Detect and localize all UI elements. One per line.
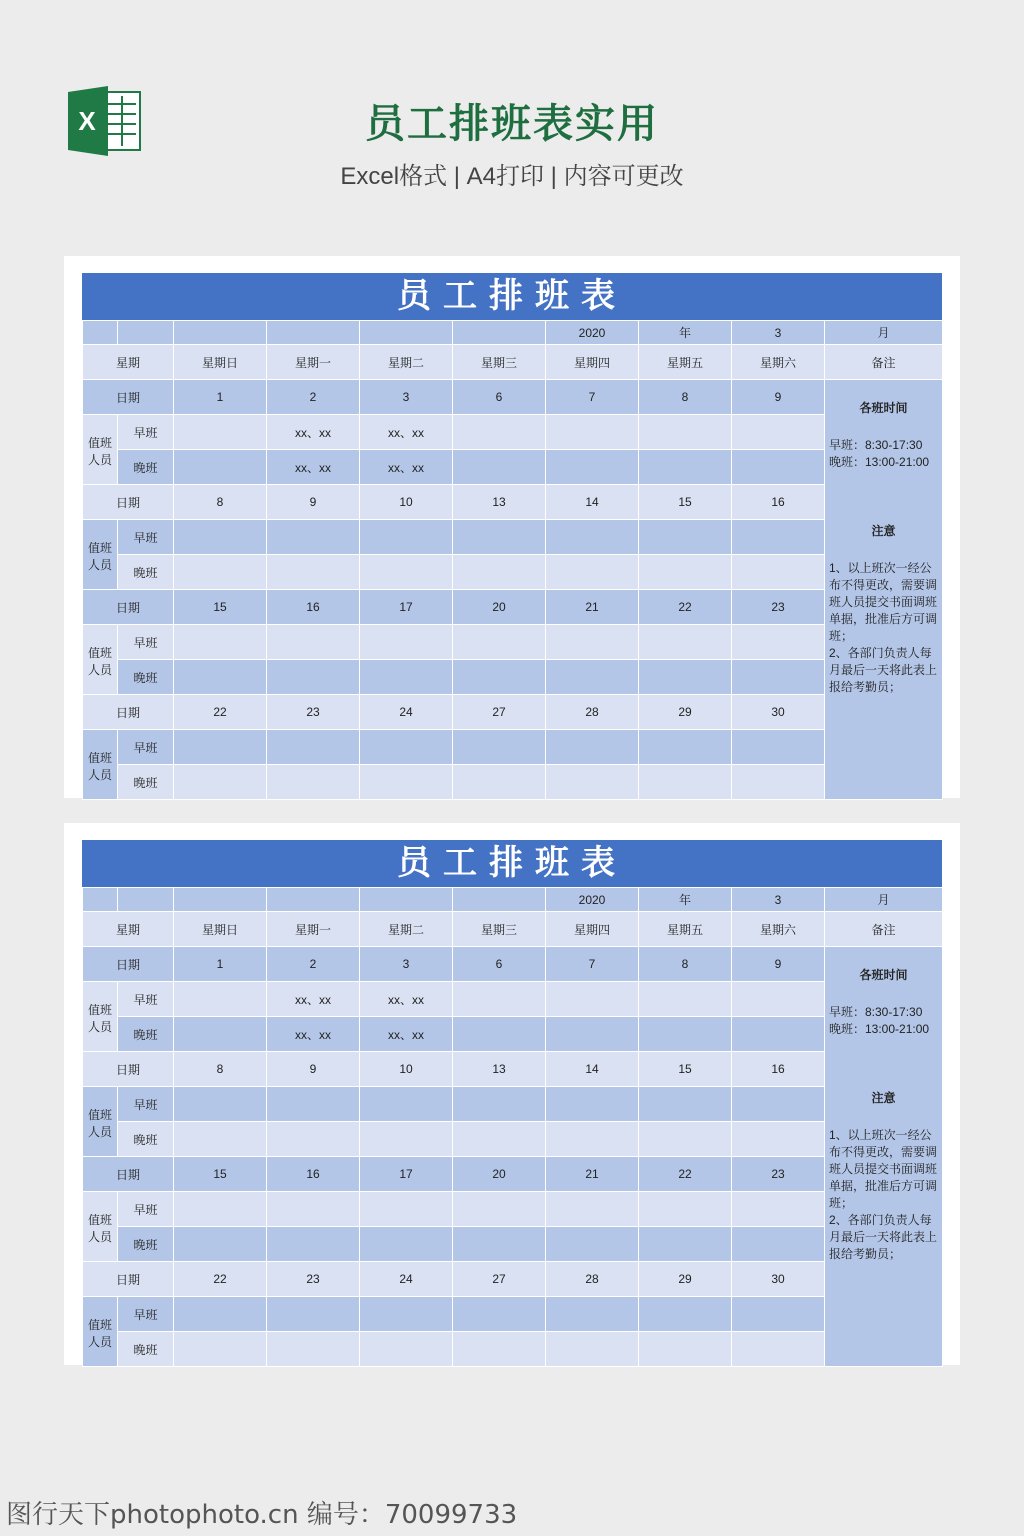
evening-cell[interactable] <box>453 1332 546 1367</box>
date-cell[interactable]: 6 <box>453 380 546 415</box>
date-label: 日期 <box>83 590 174 625</box>
year-label: 年 <box>639 321 732 345</box>
date-cell[interactable]: 10 <box>360 485 453 520</box>
spacer <box>829 984 938 1004</box>
excel-logo-letter: X <box>78 106 96 136</box>
date-cell[interactable]: 22 <box>174 695 267 730</box>
morning-cell[interactable] <box>639 625 732 660</box>
morning-cell[interactable] <box>360 520 453 555</box>
evening-row <box>83 450 943 485</box>
weekday-cell: 星期一 <box>267 912 360 947</box>
date-cell[interactable]: 27 <box>453 1262 546 1297</box>
evening-cell[interactable] <box>639 1017 732 1052</box>
blank-cell <box>267 888 360 912</box>
date-cell[interactable]: 16 <box>267 590 360 625</box>
date-cell[interactable]: 29 <box>639 1262 732 1297</box>
month-value[interactable]: 3 <box>732 321 825 345</box>
date-label: 日期 <box>83 947 174 982</box>
evening-cell[interactable] <box>732 1332 825 1367</box>
evening-cell[interactable] <box>453 765 546 800</box>
evening-cell[interactable] <box>639 1227 732 1262</box>
evening-cell[interactable] <box>267 1332 360 1367</box>
date-label: 日期 <box>83 695 174 730</box>
staff-label: 值班人员 <box>83 1297 118 1367</box>
morning-cell[interactable] <box>639 982 732 1017</box>
evening-cell[interactable] <box>453 450 546 485</box>
blank-cell <box>174 321 267 345</box>
date-cell[interactable]: 23 <box>732 590 825 625</box>
date-cell[interactable]: 8 <box>174 485 267 520</box>
morning-cell[interactable] <box>267 730 360 765</box>
shift-time-title: 各班时间 <box>859 401 908 415</box>
evening-cell[interactable] <box>267 660 360 695</box>
evening-cell[interactable] <box>174 1227 267 1262</box>
morning-cell[interactable] <box>267 1087 360 1122</box>
weekday-cell: 星期五 <box>639 345 732 380</box>
staff-label: 值班人员 <box>83 1192 118 1262</box>
morning-cell[interactable] <box>360 1192 453 1227</box>
morning-cell[interactable] <box>732 415 825 450</box>
morning-cell[interactable]: xx、xx <box>267 415 360 450</box>
evening-cell[interactable] <box>639 450 732 485</box>
morning-cell[interactable] <box>639 1087 732 1122</box>
date-row <box>83 590 943 625</box>
date-cell[interactable]: 8 <box>174 1052 267 1087</box>
weekday-cell: 星期六 <box>732 345 825 380</box>
staff-label: 值班人员 <box>83 1087 118 1157</box>
evening-cell[interactable] <box>360 1122 453 1157</box>
evening-cell[interactable] <box>732 660 825 695</box>
morning-cell[interactable] <box>639 730 732 765</box>
date-cell[interactable]: 3 <box>360 947 453 982</box>
evening-cell[interactable] <box>360 765 453 800</box>
date-cell[interactable]: 13 <box>453 1052 546 1087</box>
date-label: 日期 <box>83 1157 174 1192</box>
morning-cell[interactable] <box>639 1297 732 1332</box>
date-cell[interactable]: 22 <box>174 1262 267 1297</box>
date-label: 日期 <box>83 380 174 415</box>
morning-time: 早班：8:30-17:30 <box>829 438 923 452</box>
morning-label: 早班 <box>118 982 174 1017</box>
morning-cell[interactable] <box>546 730 639 765</box>
blank-cell <box>174 888 267 912</box>
morning-cell[interactable] <box>546 1192 639 1227</box>
weekday-header: 星期 <box>83 345 174 380</box>
evening-label: 晚班 <box>118 555 174 590</box>
date-cell[interactable]: 27 <box>453 695 546 730</box>
morning-row <box>83 1192 943 1227</box>
date-row <box>83 947 943 982</box>
date-cell[interactable]: 20 <box>453 1157 546 1192</box>
evening-cell[interactable] <box>546 555 639 590</box>
evening-row <box>83 1227 943 1262</box>
morning-cell[interactable] <box>360 730 453 765</box>
morning-row <box>83 625 943 660</box>
date-cell[interactable]: 16 <box>732 485 825 520</box>
evening-cell[interactable] <box>546 765 639 800</box>
spacer <box>829 417 938 437</box>
evening-cell[interactable] <box>360 1227 453 1262</box>
morning-cell[interactable] <box>453 415 546 450</box>
evening-cell[interactable] <box>732 1227 825 1262</box>
morning-cell[interactable] <box>546 415 639 450</box>
date-cell[interactable]: 14 <box>546 485 639 520</box>
evening-cell[interactable] <box>546 450 639 485</box>
morning-cell[interactable] <box>267 1192 360 1227</box>
morning-cell[interactable] <box>174 1297 267 1332</box>
morning-cell[interactable] <box>360 1087 453 1122</box>
date-cell[interactable]: 1 <box>174 947 267 982</box>
date-cell[interactable]: 20 <box>453 590 546 625</box>
date-cell[interactable]: 15 <box>174 1157 267 1192</box>
blank-cell <box>360 321 453 345</box>
schedule-sheet <box>82 273 942 790</box>
morning-label: 早班 <box>118 415 174 450</box>
month-value[interactable]: 3 <box>732 888 825 912</box>
date-cell[interactable]: 7 <box>546 947 639 982</box>
date-cell[interactable]: 16 <box>732 1052 825 1087</box>
date-cell[interactable]: 28 <box>546 1262 639 1297</box>
evening-label: 晚班 <box>118 765 174 800</box>
weekday-cell: 星期二 <box>360 345 453 380</box>
staff-label: 值班人员 <box>83 982 118 1052</box>
staff-label: 值班人员 <box>83 730 118 800</box>
blank-cell <box>118 321 174 345</box>
spacer <box>829 1107 938 1127</box>
year-label: 年 <box>639 888 732 912</box>
remarks-header: 备注 <box>825 345 943 380</box>
evening-cell[interactable] <box>174 1332 267 1367</box>
morning-label: 早班 <box>118 625 174 660</box>
morning-cell[interactable] <box>732 625 825 660</box>
evening-cell[interactable] <box>639 765 732 800</box>
date-cell[interactable]: 23 <box>267 695 360 730</box>
weekday-cell: 星期四 <box>546 912 639 947</box>
evening-row <box>83 765 943 800</box>
evening-cell[interactable] <box>174 1122 267 1157</box>
date-label: 日期 <box>83 1052 174 1087</box>
date-cell[interactable]: 30 <box>732 695 825 730</box>
month-label: 月 <box>825 888 943 912</box>
morning-cell[interactable] <box>453 1192 546 1227</box>
evening-row <box>83 660 943 695</box>
date-cell[interactable]: 2 <box>267 947 360 982</box>
date-label: 日期 <box>83 1262 174 1297</box>
blank-cell <box>118 888 174 912</box>
evening-cell[interactable]: xx、xx <box>360 450 453 485</box>
date-row <box>83 380 943 415</box>
morning-cell[interactable] <box>546 520 639 555</box>
evening-cell[interactable] <box>174 555 267 590</box>
evening-cell[interactable] <box>639 1332 732 1367</box>
evening-cell[interactable] <box>639 1122 732 1157</box>
weekday-cell: 星期日 <box>174 912 267 947</box>
blank-cell <box>83 888 118 912</box>
morning-cell[interactable] <box>546 1087 639 1122</box>
remarks-header: 备注 <box>825 912 943 947</box>
date-row <box>83 1262 943 1297</box>
evening-cell[interactable] <box>267 1227 360 1262</box>
morning-label: 早班 <box>118 1087 174 1122</box>
sheet-preview-2 <box>64 823 960 1365</box>
blank-cell <box>453 888 546 912</box>
morning-cell[interactable] <box>639 415 732 450</box>
year-value[interactable]: 2020 <box>546 321 639 345</box>
month-label: 月 <box>825 321 943 345</box>
morning-cell[interactable] <box>639 1192 732 1227</box>
morning-cell[interactable]: xx、xx <box>360 415 453 450</box>
evening-cell[interactable] <box>360 1332 453 1367</box>
morning-cell[interactable] <box>267 1297 360 1332</box>
morning-cell[interactable] <box>732 1192 825 1227</box>
morning-time: 早班：8:30-17:30 <box>829 1005 923 1019</box>
date-cell[interactable]: 6 <box>453 947 546 982</box>
evening-cell[interactable] <box>453 555 546 590</box>
morning-cell[interactable] <box>732 520 825 555</box>
morning-label: 早班 <box>118 520 174 555</box>
morning-cell[interactable] <box>174 415 267 450</box>
date-cell[interactable]: 22 <box>639 590 732 625</box>
evening-cell[interactable] <box>546 1017 639 1052</box>
morning-cell[interactable] <box>453 730 546 765</box>
morning-cell[interactable] <box>732 1297 825 1332</box>
page-title: 员工排班表实用 <box>365 102 659 146</box>
weekday-cell: 星期日 <box>174 345 267 380</box>
blank-cell <box>267 321 360 345</box>
morning-cell[interactable] <box>174 1087 267 1122</box>
date-cell[interactable]: 15 <box>639 1052 732 1087</box>
weekday-cell: 星期五 <box>639 912 732 947</box>
sheet-preview-1 <box>64 256 960 798</box>
remarks-notes <box>825 947 943 1367</box>
evening-cell[interactable] <box>267 1122 360 1157</box>
morning-cell[interactable] <box>453 1297 546 1332</box>
sheet-title: 员工排班表 <box>82 273 942 320</box>
date-label: 日期 <box>83 485 174 520</box>
date-cell[interactable]: 23 <box>732 1157 825 1192</box>
date-row <box>83 1157 943 1192</box>
staff-label: 值班人员 <box>83 520 118 590</box>
schedule-sheet <box>82 840 942 1357</box>
blank-cell <box>83 321 118 345</box>
weekday-cell: 星期二 <box>360 912 453 947</box>
morning-label: 早班 <box>118 1192 174 1227</box>
date-cell[interactable]: 15 <box>639 485 732 520</box>
weekday-cell: 星期一 <box>267 345 360 380</box>
date-cell[interactable]: 15 <box>174 590 267 625</box>
weekday-header-row <box>83 345 943 380</box>
date-cell[interactable]: 29 <box>639 695 732 730</box>
evening-cell[interactable] <box>546 660 639 695</box>
evening-row <box>83 1122 943 1157</box>
date-row <box>83 1052 943 1087</box>
morning-cell[interactable] <box>732 982 825 1017</box>
evening-cell[interactable] <box>639 660 732 695</box>
morning-cell[interactable] <box>267 625 360 660</box>
spacer <box>829 540 938 560</box>
date-cell[interactable]: 9 <box>267 485 360 520</box>
morning-cell[interactable] <box>546 1297 639 1332</box>
evening-cell[interactable] <box>360 555 453 590</box>
date-cell[interactable]: 24 <box>360 1262 453 1297</box>
evening-cell[interactable] <box>732 555 825 590</box>
date-cell[interactable]: 28 <box>546 695 639 730</box>
evening-cell[interactable] <box>732 1017 825 1052</box>
morning-cell[interactable] <box>174 520 267 555</box>
date-cell[interactable]: 17 <box>360 1157 453 1192</box>
date-cell[interactable]: 9 <box>267 1052 360 1087</box>
morning-cell[interactable] <box>453 1087 546 1122</box>
morning-cell[interactable] <box>174 982 267 1017</box>
evening-cell[interactable]: xx、xx <box>360 1017 453 1052</box>
year-value[interactable]: 2020 <box>546 888 639 912</box>
evening-cell[interactable] <box>546 1122 639 1157</box>
evening-cell[interactable]: xx、xx <box>267 450 360 485</box>
date-cell[interactable]: 23 <box>267 1262 360 1297</box>
evening-time: 晚班：13:00-21:00 <box>829 1022 930 1036</box>
evening-cell[interactable] <box>732 765 825 800</box>
weekday-header: 星期 <box>83 912 174 947</box>
date-row <box>83 695 943 730</box>
evening-cell[interactable] <box>453 1227 546 1262</box>
evening-cell[interactable] <box>639 555 732 590</box>
evening-cell[interactable] <box>267 555 360 590</box>
evening-cell[interactable] <box>174 660 267 695</box>
morning-cell[interactable] <box>360 1297 453 1332</box>
morning-cell[interactable] <box>546 982 639 1017</box>
morning-cell[interactable] <box>360 625 453 660</box>
morning-cell[interactable] <box>174 1192 267 1227</box>
evening-cell[interactable] <box>732 1122 825 1157</box>
date-row <box>83 485 943 520</box>
date-cell[interactable]: 8 <box>639 947 732 982</box>
morning-cell[interactable] <box>732 1087 825 1122</box>
attention-title: 注意 <box>871 524 896 538</box>
evening-row <box>83 1332 943 1367</box>
weekday-header-row <box>83 912 943 947</box>
date-cell[interactable]: 13 <box>453 485 546 520</box>
evening-label: 晚班 <box>118 1227 174 1262</box>
date-cell[interactable]: 1 <box>174 380 267 415</box>
weekday-cell: 星期三 <box>453 345 546 380</box>
morning-label: 早班 <box>118 730 174 765</box>
schedule-table <box>82 887 943 1367</box>
evening-label: 晚班 <box>118 1122 174 1157</box>
schedule-table <box>82 320 943 800</box>
evening-cell[interactable]: xx、xx <box>267 1017 360 1052</box>
evening-cell[interactable] <box>174 765 267 800</box>
evening-cell[interactable] <box>267 765 360 800</box>
date-cell[interactable]: 9 <box>732 947 825 982</box>
morning-row <box>83 982 943 1017</box>
watermark-text: 图行天下photophoto.cn 编号：70099733 <box>6 1500 518 1530</box>
morning-cell[interactable] <box>732 730 825 765</box>
page-subtitle: Excel格式 | A4打印 | 内容可更改 <box>340 163 684 190</box>
date-cell[interactable]: 24 <box>360 695 453 730</box>
date-cell[interactable]: 17 <box>360 590 453 625</box>
date-cell[interactable]: 14 <box>546 1052 639 1087</box>
date-cell[interactable]: 2 <box>267 380 360 415</box>
evening-cell[interactable] <box>453 660 546 695</box>
date-cell[interactable]: 10 <box>360 1052 453 1087</box>
weekday-cell: 星期六 <box>732 912 825 947</box>
staff-label: 值班人员 <box>83 415 118 485</box>
evening-label: 晚班 <box>118 660 174 695</box>
evening-label: 晚班 <box>118 450 174 485</box>
sheet-title: 员工排班表 <box>82 840 942 887</box>
morning-row <box>83 1297 943 1332</box>
evening-label: 晚班 <box>118 1332 174 1367</box>
date-cell[interactable]: 21 <box>546 590 639 625</box>
morning-row <box>83 1087 943 1122</box>
morning-cell[interactable] <box>453 625 546 660</box>
evening-label: 晚班 <box>118 1017 174 1052</box>
evening-cell[interactable] <box>546 1332 639 1367</box>
evening-cell[interactable] <box>546 1227 639 1262</box>
evening-cell[interactable] <box>732 450 825 485</box>
weekday-cell: 星期四 <box>546 345 639 380</box>
morning-cell[interactable]: xx、xx <box>360 982 453 1017</box>
date-cell[interactable]: 9 <box>732 380 825 415</box>
evening-cell[interactable] <box>174 450 267 485</box>
year-month-row <box>83 321 943 345</box>
year-month-row <box>83 888 943 912</box>
staff-label: 值班人员 <box>83 625 118 695</box>
morning-row <box>83 520 943 555</box>
morning-cell[interactable] <box>546 625 639 660</box>
shift-time-title: 各班时间 <box>859 968 908 982</box>
morning-cell[interactable] <box>174 730 267 765</box>
morning-label: 早班 <box>118 1297 174 1332</box>
morning-cell[interactable]: xx、xx <box>267 982 360 1017</box>
blank-cell <box>360 888 453 912</box>
morning-row <box>83 415 943 450</box>
evening-time: 晚班：13:00-21:00 <box>829 455 930 469</box>
evening-cell[interactable] <box>360 660 453 695</box>
evening-row <box>83 555 943 590</box>
morning-row <box>83 730 943 765</box>
attention-text: 1、以上班次一经公布不得更改，需要调班人员提交书面调班单据，批准后方可调班； 2、各部门负责人每月最后一天将此表上报给考勤员； <box>829 561 938 694</box>
attention-text: 1、以上班次一经公布不得更改，需要调班人员提交书面调班单据，批准后方可调班； 2、各部门负责人每月最后一天将此表上报给考勤员； <box>829 1128 938 1261</box>
date-cell[interactable]: 22 <box>639 1157 732 1192</box>
evening-cell[interactable] <box>174 1017 267 1052</box>
date-cell[interactable]: 7 <box>546 380 639 415</box>
date-cell[interactable]: 21 <box>546 1157 639 1192</box>
morning-cell[interactable] <box>453 982 546 1017</box>
morning-cell[interactable] <box>453 520 546 555</box>
attention-title: 注意 <box>871 1091 896 1105</box>
morning-cell[interactable] <box>174 625 267 660</box>
evening-row <box>83 1017 943 1052</box>
remarks-notes <box>825 380 943 800</box>
evening-cell[interactable] <box>453 1122 546 1157</box>
date-cell[interactable]: 3 <box>360 380 453 415</box>
morning-cell[interactable] <box>267 520 360 555</box>
date-cell[interactable]: 16 <box>267 1157 360 1192</box>
evening-cell[interactable] <box>453 1017 546 1052</box>
weekday-cell: 星期三 <box>453 912 546 947</box>
blank-cell <box>453 321 546 345</box>
date-cell[interactable]: 8 <box>639 380 732 415</box>
date-cell[interactable]: 30 <box>732 1262 825 1297</box>
morning-cell[interactable] <box>639 520 732 555</box>
